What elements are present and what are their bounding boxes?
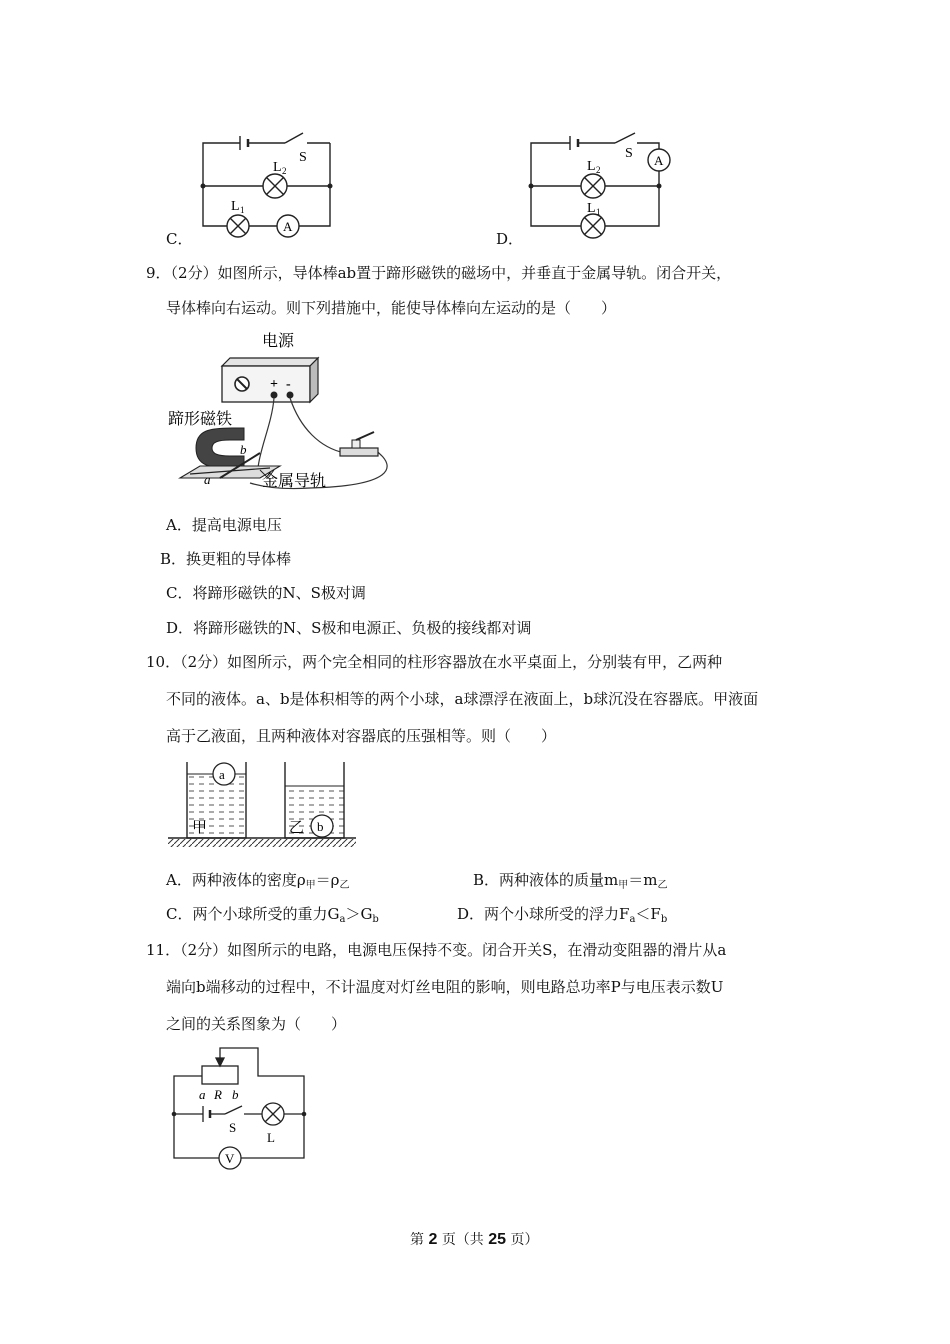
q9-figure (160, 328, 400, 496)
page-total: 25 (488, 1231, 507, 1248)
q9-option-a[interactable]: A．提高电源电压 (166, 516, 282, 534)
page-number: 2 (428, 1231, 438, 1248)
plus-terminal: + (270, 377, 278, 392)
lamp-l2-label: L (273, 160, 282, 175)
ammeter-label: A (283, 219, 293, 234)
q11-stem-line3: 之间的关系图象为（ ） (166, 1015, 347, 1033)
q11-stem-line1: 11．（2分）如图所示的电路，电源电压保持不变。闭合开关S，在滑动变阻器的滑片从a (146, 941, 727, 959)
liquid-jia-label: 甲 (192, 820, 208, 836)
q9-stem-line1: 9．（2分）如图所示，导体棒ab置于蹄形磁铁的磁场中，并垂直于金属导轨。闭合开关， (146, 264, 732, 282)
switch-label: S (625, 146, 633, 161)
power-supply-label: 电源 (262, 333, 295, 350)
rheostat-end-b: b (232, 1087, 239, 1102)
q8-option-d[interactable]: D． (496, 230, 524, 248)
q10-option-a[interactable]: A．两种液体的密度$\rho_甲=\rho_乙$ (166, 871, 350, 891)
q11-figure (170, 1044, 315, 1174)
rod-end-b: b (240, 442, 247, 457)
ball-b-label: b (317, 819, 324, 834)
q10-stem-line1: 10．（2分）如图所示，两个完全相同的柱形容器放在水平桌面上，分别装有甲，乙两种 (146, 653, 723, 671)
lamp-l2-label: L (587, 159, 596, 174)
magnet-label: 蹄形磁铁 (168, 411, 233, 428)
q10-option-d[interactable]: D．两个小球所受的浮力$F_a<F_b$ (457, 905, 668, 925)
q9-option-d[interactable]: D．将蹄形磁铁的N、S极和电源正、负极的接线都对调 (166, 619, 532, 637)
q11-stem-line2: 端向b端移动的过程中，不计温度对灯丝电阻的影响，则电路总功率P与电压表示数U (166, 978, 724, 996)
rheostat-label: R (214, 1087, 222, 1102)
lamp-l1-label: L (587, 201, 596, 216)
lamp-label: L (267, 1130, 275, 1145)
switch-label: S (229, 1120, 237, 1135)
page-footer: 第 2 页（共 25 页） (410, 1231, 539, 1248)
rail-label: 金属导轨 (262, 473, 327, 490)
ball-a-label: a (219, 767, 225, 782)
rod-end-a: a (204, 472, 211, 487)
lamp-l2-sub: 2 (596, 165, 601, 175)
lamp-l1-sub: 1 (596, 207, 601, 217)
q10-stem-line2: 不同的液体。a、b是体积相等的两个小球，a球漂浮在液面上，b球沉没在容器底。甲液面 (166, 690, 759, 708)
voltmeter-label: V (225, 1151, 235, 1166)
rheostat-end-a: a (199, 1087, 206, 1102)
ammeter-label: A (654, 153, 664, 168)
switch-label: S (299, 150, 307, 165)
lamp-l1-label: L (231, 199, 240, 214)
minus-terminal: - (286, 377, 291, 392)
q10-option-b[interactable]: B．两种液体的质量$m_甲=m_乙$ (473, 871, 668, 891)
q8-figure-c (195, 125, 340, 245)
q10-stem-line3: 高于乙液面，且两种液体对容器底的压强相等。则（ ） (166, 727, 557, 745)
q9-option-c[interactable]: C．将蹄形磁铁的N、S极对调 (166, 584, 366, 602)
q8-option-c[interactable]: C． (166, 230, 193, 248)
lamp-l2-sub: 2 (282, 166, 287, 176)
q10-option-c[interactable]: C．两个小球所受的重力$G_a>G_b$ (166, 905, 379, 925)
lamp-l1-sub: 1 (240, 205, 245, 215)
q9-stem-line2: 导体棒向右运动。则下列措施中，能使导体棒向左运动的是（ ） (166, 299, 617, 317)
q9-option-b[interactable]: B．换更粗的导体棒 (160, 550, 292, 568)
liquid-yi-label: 乙 (289, 820, 305, 836)
q8-figure-d (525, 125, 680, 245)
q10-figure (168, 760, 358, 850)
